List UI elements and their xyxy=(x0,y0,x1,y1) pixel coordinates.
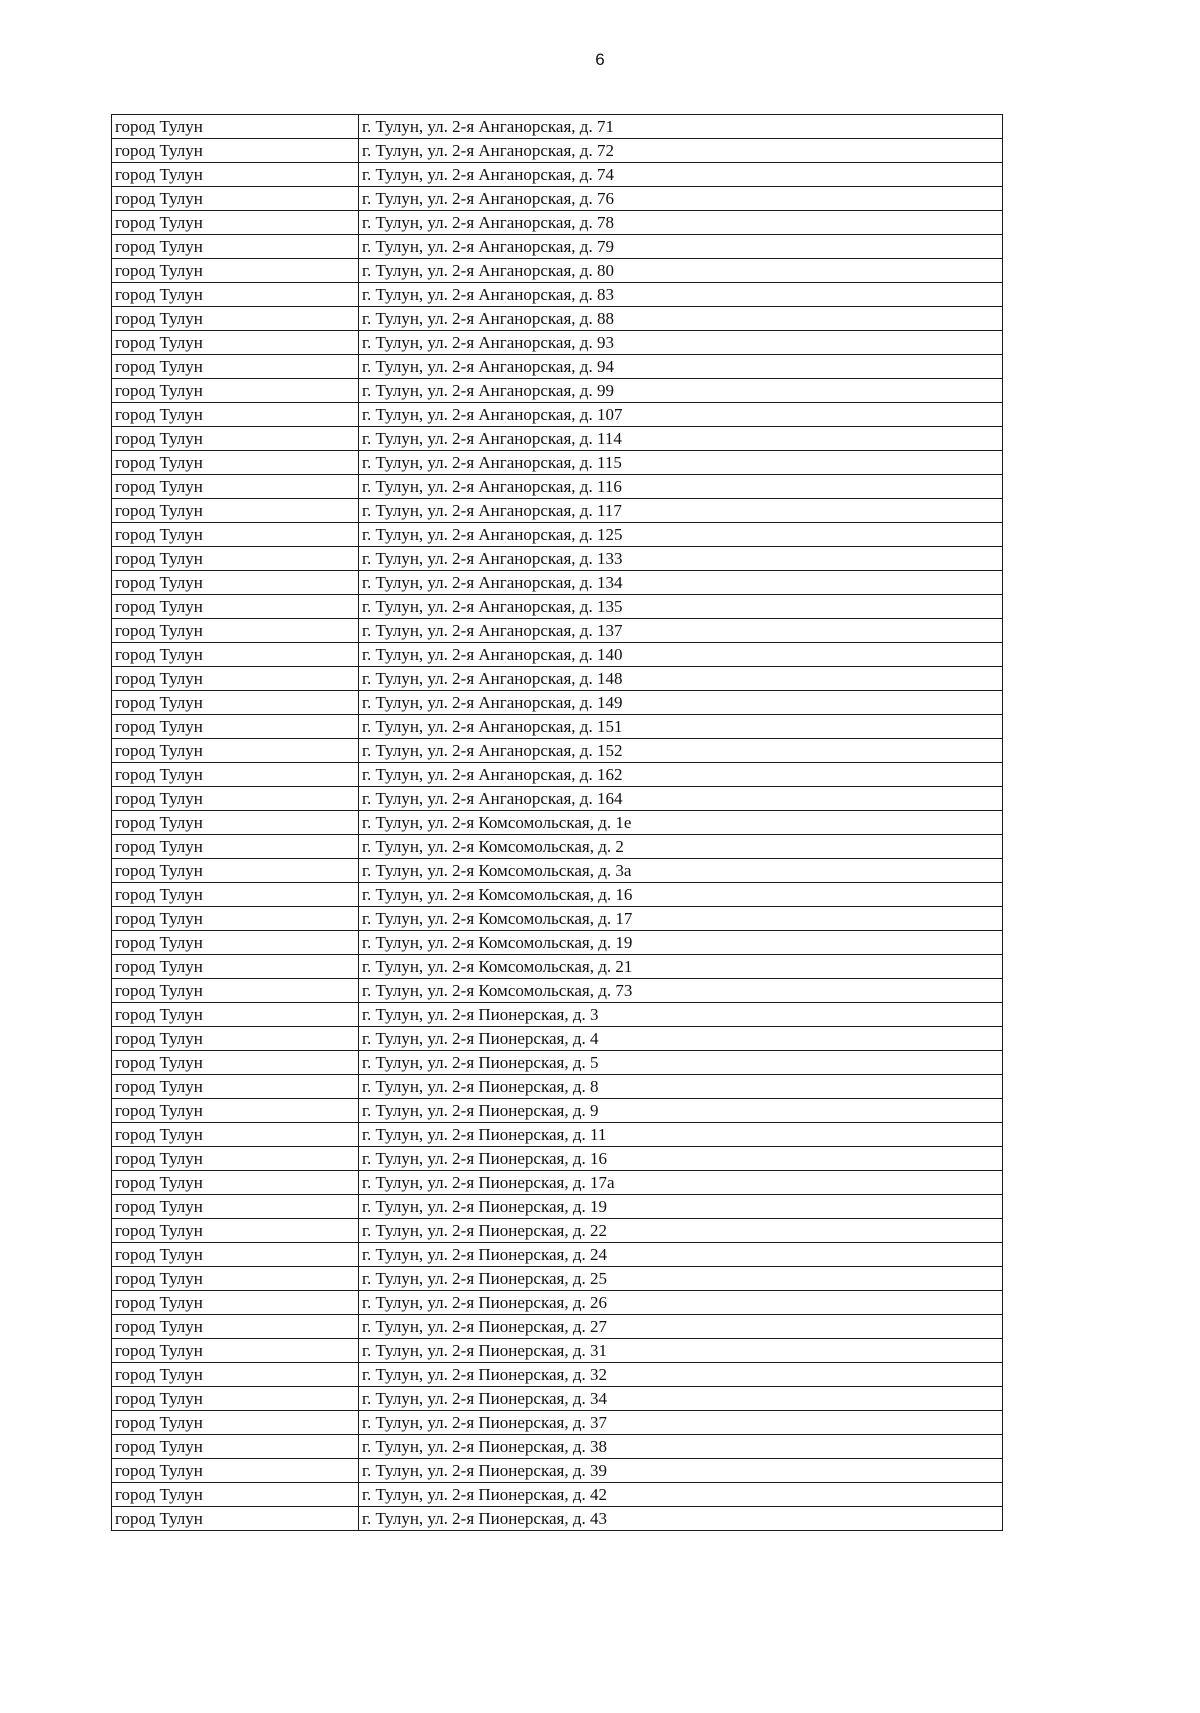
table-row xyxy=(112,1291,1003,1315)
city-cell: город Тулун xyxy=(112,1075,359,1099)
address-cell: г. Тулун, ул. 2-я Анганорская, д. 117 xyxy=(359,499,1003,523)
table-row xyxy=(112,907,1003,931)
table-row xyxy=(112,475,1003,499)
table-row xyxy=(112,1363,1003,1387)
address-cell: г. Тулун, ул. 2-я Комсомольская, д. 17 xyxy=(359,907,1003,931)
city-cell: город Тулун xyxy=(112,835,359,859)
table-row xyxy=(112,739,1003,763)
city-cell: город Тулун xyxy=(112,1195,359,1219)
table-row xyxy=(112,787,1003,811)
address-cell: г. Тулун, ул. 2-я Пионерская, д. 42 xyxy=(359,1483,1003,1507)
table-row xyxy=(112,1387,1003,1411)
city-cell: город Тулун xyxy=(112,1315,359,1339)
address-cell: г. Тулун, ул. 2-я Пионерская, д. 27 xyxy=(359,1315,1003,1339)
city-cell: город Тулун xyxy=(112,811,359,835)
address-cell: г. Тулун, ул. 2-я Анганорская, д. 72 xyxy=(359,139,1003,163)
city-cell: город Тулун xyxy=(112,1051,359,1075)
city-cell: город Тулун xyxy=(112,955,359,979)
address-cell: г. Тулун, ул. 2-я Анганорская, д. 74 xyxy=(359,163,1003,187)
address-cell: г. Тулун, ул. 2-я Пионерская, д. 19 xyxy=(359,1195,1003,1219)
address-cell: г. Тулун, ул. 2-я Анганорская, д. 114 xyxy=(359,427,1003,451)
city-cell: город Тулун xyxy=(112,1459,359,1483)
table-row xyxy=(112,1027,1003,1051)
address-cell: г. Тулун, ул. 2-я Пионерская, д. 37 xyxy=(359,1411,1003,1435)
address-cell: г. Тулун, ул. 2-я Анганорская, д. 79 xyxy=(359,235,1003,259)
table-row xyxy=(112,379,1003,403)
city-cell: город Тулун xyxy=(112,1123,359,1147)
table-row xyxy=(112,259,1003,283)
address-cell: г. Тулун, ул. 2-я Анганорская, д. 125 xyxy=(359,523,1003,547)
table-row xyxy=(112,715,1003,739)
address-cell: г. Тулун, ул. 2-я Комсомольская, д. 2 xyxy=(359,835,1003,859)
table-row xyxy=(112,1243,1003,1267)
city-cell: город Тулун xyxy=(112,1243,359,1267)
address-cell: г. Тулун, ул. 2-я Комсомольская, д. 3а xyxy=(359,859,1003,883)
city-cell: город Тулун xyxy=(112,1291,359,1315)
table-row xyxy=(112,667,1003,691)
table-row xyxy=(112,235,1003,259)
address-cell: г. Тулун, ул. 2-я Пионерская, д. 32 xyxy=(359,1363,1003,1387)
address-cell: г. Тулун, ул. 2-я Пионерская, д. 43 xyxy=(359,1507,1003,1531)
city-cell: город Тулун xyxy=(112,787,359,811)
address-cell: г. Тулун, ул. 2-я Анганорская, д. 93 xyxy=(359,331,1003,355)
address-table xyxy=(111,114,1003,1531)
table-row xyxy=(112,283,1003,307)
city-cell: город Тулун xyxy=(112,1387,359,1411)
city-cell: город Тулун xyxy=(112,763,359,787)
table-row xyxy=(112,523,1003,547)
address-cell: г. Тулун, ул. 2-я Пионерская, д. 25 xyxy=(359,1267,1003,1291)
city-cell: город Тулун xyxy=(112,667,359,691)
city-cell: город Тулун xyxy=(112,619,359,643)
city-cell: город Тулун xyxy=(112,475,359,499)
table-row xyxy=(112,1411,1003,1435)
city-cell: город Тулун xyxy=(112,139,359,163)
table-row xyxy=(112,331,1003,355)
table-row xyxy=(112,1435,1003,1459)
city-cell: город Тулун xyxy=(112,499,359,523)
table-row xyxy=(112,115,1003,139)
address-cell: г. Тулун, ул. 2-я Комсомольская, д. 19 xyxy=(359,931,1003,955)
city-cell: город Тулун xyxy=(112,307,359,331)
address-cell: г. Тулун, ул. 2-я Анганорская, д. 151 xyxy=(359,715,1003,739)
address-cell: г. Тулун, ул. 2-я Анганорская, д. 148 xyxy=(359,667,1003,691)
address-cell: г. Тулун, ул. 2-я Анганорская, д. 88 xyxy=(359,307,1003,331)
city-cell: город Тулун xyxy=(112,595,359,619)
address-table-body xyxy=(112,115,1003,1531)
address-cell: г. Тулун, ул. 2-я Анганорская, д. 162 xyxy=(359,763,1003,787)
city-cell: город Тулун xyxy=(112,283,359,307)
address-cell: г. Тулун, ул. 2-я Пионерская, д. 26 xyxy=(359,1291,1003,1315)
table-row xyxy=(112,1099,1003,1123)
city-cell: город Тулун xyxy=(112,403,359,427)
table-row xyxy=(112,1459,1003,1483)
city-cell: город Тулун xyxy=(112,715,359,739)
city-cell: город Тулун xyxy=(112,1027,359,1051)
table-row xyxy=(112,1507,1003,1531)
table-row xyxy=(112,187,1003,211)
table-row xyxy=(112,547,1003,571)
address-cell: г. Тулун, ул. 2-я Анганорская, д. 133 xyxy=(359,547,1003,571)
page-number: 6 xyxy=(595,50,605,69)
city-cell: город Тулун xyxy=(112,931,359,955)
address-cell: г. Тулун, ул. 2-я Пионерская, д. 17а xyxy=(359,1171,1003,1195)
city-cell: город Тулун xyxy=(112,1363,359,1387)
city-cell: город Тулун xyxy=(112,691,359,715)
city-cell: город Тулун xyxy=(112,451,359,475)
table-row xyxy=(112,1003,1003,1027)
city-cell: город Тулун xyxy=(112,979,359,1003)
address-cell: г. Тулун, ул. 2-я Пионерская, д. 24 xyxy=(359,1243,1003,1267)
address-cell: г. Тулун, ул. 2-я Анганорская, д. 83 xyxy=(359,283,1003,307)
table-row xyxy=(112,403,1003,427)
city-cell: город Тулун xyxy=(112,235,359,259)
address-cell: г. Тулун, ул. 2-я Пионерская, д. 8 xyxy=(359,1075,1003,1099)
table-row xyxy=(112,955,1003,979)
city-cell: город Тулун xyxy=(112,523,359,547)
table-row xyxy=(112,691,1003,715)
table-row xyxy=(112,811,1003,835)
address-cell: г. Тулун, ул. 2-я Анганорская, д. 152 xyxy=(359,739,1003,763)
table-row xyxy=(112,1171,1003,1195)
address-cell: г. Тулун, ул. 2-я Пионерская, д. 16 xyxy=(359,1147,1003,1171)
address-cell: г. Тулун, ул. 2-я Анганорская, д. 78 xyxy=(359,211,1003,235)
table-row xyxy=(112,619,1003,643)
table-row xyxy=(112,1315,1003,1339)
city-cell: город Тулун xyxy=(112,163,359,187)
table-row xyxy=(112,571,1003,595)
table-row xyxy=(112,835,1003,859)
table-row xyxy=(112,139,1003,163)
city-cell: город Тулун xyxy=(112,1267,359,1291)
address-cell: г. Тулун, ул. 2-я Комсомольская, д. 73 xyxy=(359,979,1003,1003)
city-cell: город Тулун xyxy=(112,211,359,235)
table-row xyxy=(112,1123,1003,1147)
table-row xyxy=(112,163,1003,187)
city-cell: город Тулун xyxy=(112,331,359,355)
address-cell: г. Тулун, ул. 2-я Пионерская, д. 38 xyxy=(359,1435,1003,1459)
table-row xyxy=(112,1483,1003,1507)
table-row xyxy=(112,451,1003,475)
address-cell: г. Тулун, ул. 2-я Пионерская, д. 11 xyxy=(359,1123,1003,1147)
table-row xyxy=(112,1267,1003,1291)
table-row xyxy=(112,643,1003,667)
city-cell: город Тулун xyxy=(112,427,359,451)
table-row xyxy=(112,1051,1003,1075)
address-cell: г. Тулун, ул. 2-я Анганорская, д. 149 xyxy=(359,691,1003,715)
city-cell: город Тулун xyxy=(112,547,359,571)
city-cell: город Тулун xyxy=(112,1483,359,1507)
city-cell: город Тулун xyxy=(112,1435,359,1459)
city-cell: город Тулун xyxy=(112,739,359,763)
city-cell: город Тулун xyxy=(112,115,359,139)
address-cell: г. Тулун, ул. 2-я Комсомольская, д. 21 xyxy=(359,955,1003,979)
address-cell: г. Тулун, ул. 2-я Анганорская, д. 99 xyxy=(359,379,1003,403)
table-row xyxy=(112,1195,1003,1219)
address-cell: г. Тулун, ул. 2-я Анганорская, д. 140 xyxy=(359,643,1003,667)
city-cell: город Тулун xyxy=(112,187,359,211)
address-cell: г. Тулун, ул. 2-я Комсомольская, д. 1е xyxy=(359,811,1003,835)
city-cell: город Тулун xyxy=(112,859,359,883)
table-row xyxy=(112,931,1003,955)
address-cell: г. Тулун, ул. 2-я Анганорская, д. 116 xyxy=(359,475,1003,499)
city-cell: город Тулун xyxy=(112,1147,359,1171)
city-cell: город Тулун xyxy=(112,883,359,907)
address-cell: г. Тулун, ул. 2-я Анганорская, д. 76 xyxy=(359,187,1003,211)
city-cell: город Тулун xyxy=(112,1099,359,1123)
address-cell: г. Тулун, ул. 2-я Анганорская, д. 115 xyxy=(359,451,1003,475)
address-cell: г. Тулун, ул. 2-я Анганорская, д. 135 xyxy=(359,595,1003,619)
address-cell: г. Тулун, ул. 2-я Анганорская, д. 134 xyxy=(359,571,1003,595)
table-row xyxy=(112,1075,1003,1099)
table-row xyxy=(112,883,1003,907)
address-cell: г. Тулун, ул. 2-я Анганорская, д. 107 xyxy=(359,403,1003,427)
address-cell: г. Тулун, ул. 2-я Анганорская, д. 71 xyxy=(359,115,1003,139)
city-cell: город Тулун xyxy=(112,1219,359,1243)
city-cell: город Тулун xyxy=(112,643,359,667)
address-cell: г. Тулун, ул. 2-я Анганорская, д. 94 xyxy=(359,355,1003,379)
table-row xyxy=(112,427,1003,451)
city-cell: город Тулун xyxy=(112,1003,359,1027)
address-cell: г. Тулун, ул. 2-я Пионерская, д. 39 xyxy=(359,1459,1003,1483)
address-cell: г. Тулун, ул. 2-я Пионерская, д. 31 xyxy=(359,1339,1003,1363)
address-cell: г. Тулун, ул. 2-я Пионерская, д. 3 xyxy=(359,1003,1003,1027)
table-row xyxy=(112,1219,1003,1243)
address-cell: г. Тулун, ул. 2-я Пионерская, д. 4 xyxy=(359,1027,1003,1051)
city-cell: город Тулун xyxy=(112,1171,359,1195)
address-cell: г. Тулун, ул. 2-я Пионерская, д. 9 xyxy=(359,1099,1003,1123)
city-cell: город Тулун xyxy=(112,355,359,379)
address-cell: г. Тулун, ул. 2-я Пионерская, д. 34 xyxy=(359,1387,1003,1411)
table-row xyxy=(112,979,1003,1003)
address-cell: г. Тулун, ул. 2-я Пионерская, д. 5 xyxy=(359,1051,1003,1075)
table-row xyxy=(112,1339,1003,1363)
city-cell: город Тулун xyxy=(112,1507,359,1531)
address-cell: г. Тулун, ул. 2-я Пионерская, д. 22 xyxy=(359,1219,1003,1243)
address-cell: г. Тулун, ул. 2-я Анганорская, д. 80 xyxy=(359,259,1003,283)
table-row xyxy=(112,307,1003,331)
city-cell: город Тулун xyxy=(112,571,359,595)
table-row xyxy=(112,763,1003,787)
city-cell: город Тулун xyxy=(112,379,359,403)
table-row xyxy=(112,859,1003,883)
address-cell: г. Тулун, ул. 2-я Анганорская, д. 164 xyxy=(359,787,1003,811)
table-row xyxy=(112,355,1003,379)
address-cell: г. Тулун, ул. 2-я Комсомольская, д. 16 xyxy=(359,883,1003,907)
table-row xyxy=(112,211,1003,235)
city-cell: город Тулун xyxy=(112,1411,359,1435)
address-cell: г. Тулун, ул. 2-я Анганорская, д. 137 xyxy=(359,619,1003,643)
city-cell: город Тулун xyxy=(112,907,359,931)
table-row xyxy=(112,499,1003,523)
city-cell: город Тулун xyxy=(112,259,359,283)
table-row xyxy=(112,595,1003,619)
table-row xyxy=(112,1147,1003,1171)
city-cell: город Тулун xyxy=(112,1339,359,1363)
